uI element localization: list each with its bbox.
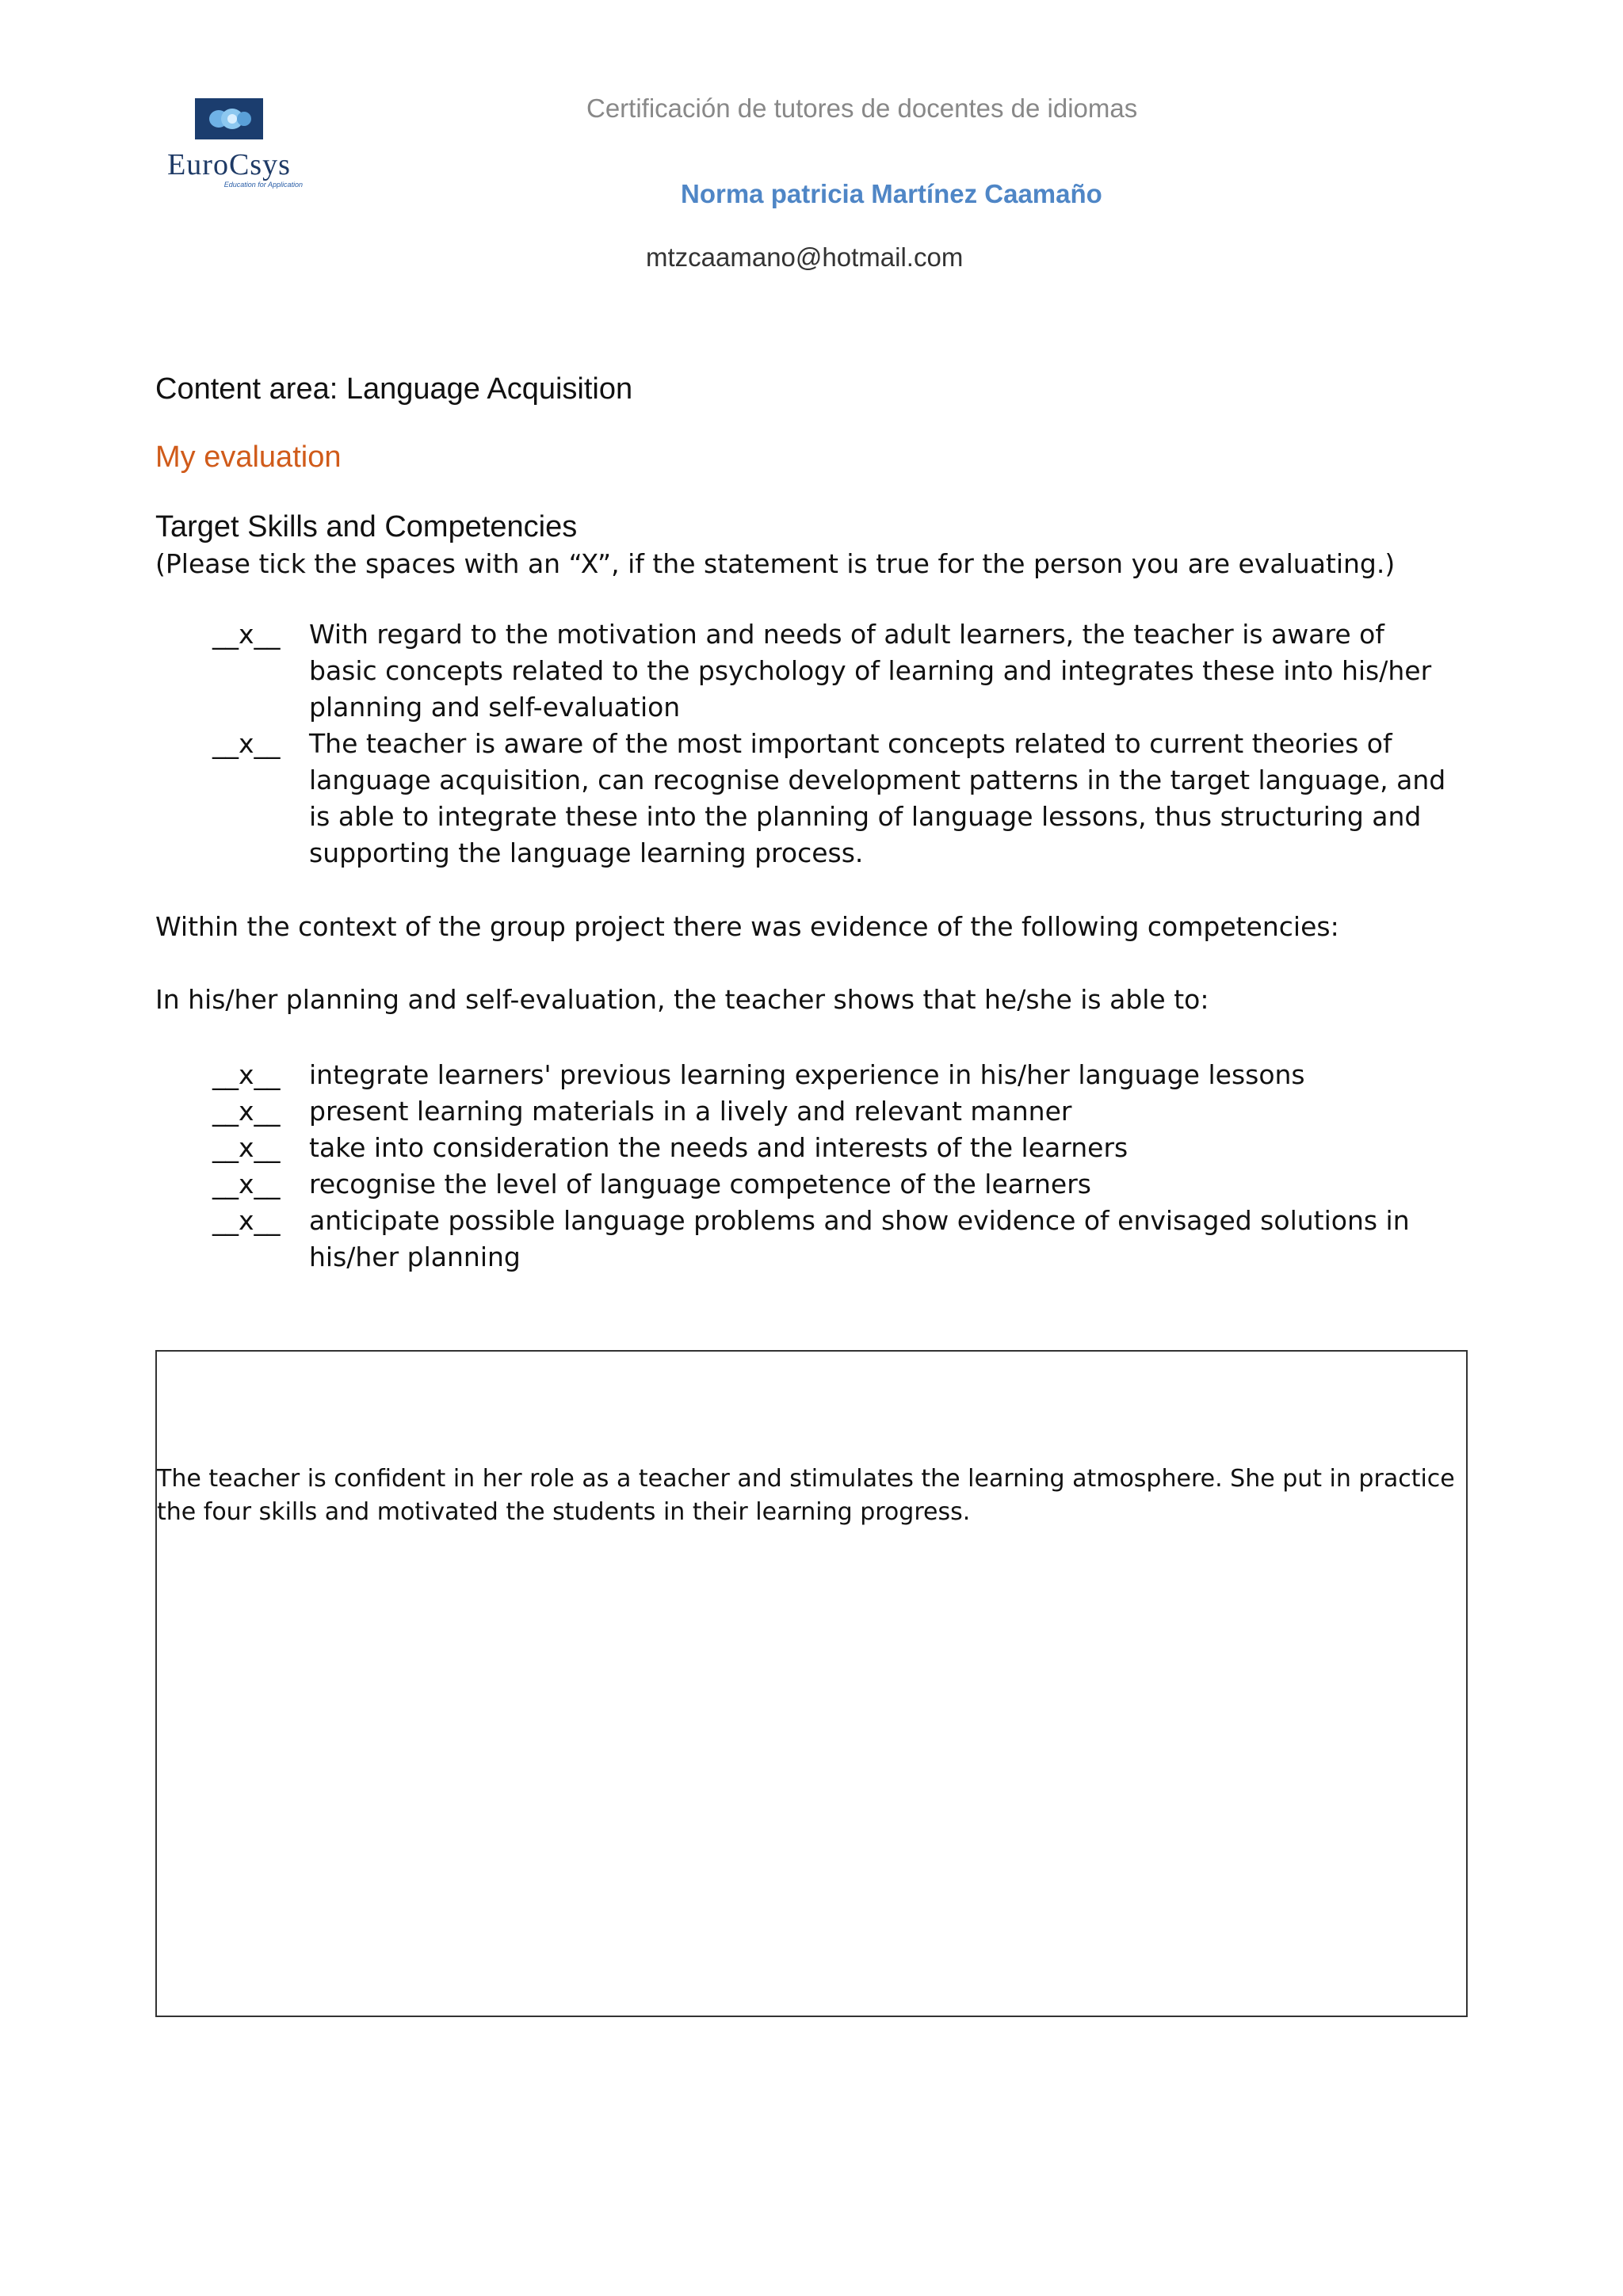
logo-tagline: Education for Application [223,181,303,189]
competency-text: anticipate possible language problems and show evidence of envisaged solutions in his/her planning [309,1205,1410,1272]
eurocsys-logo [155,95,303,190]
planning-paragraph: In his/her planning and self-evaluation, the teacher shows that he/she is able to: [155,984,1209,1015]
comment-box [155,1350,1468,2017]
my-evaluation-heading: My evaluation [155,441,342,474]
person-email: mtzcaamano@hotmail.com [646,242,964,272]
tick-mark: __x__ [212,1059,281,1090]
tick-mark: __x__ [212,1132,281,1163]
target-skill-text: The teacher is aware of the most important concepts related to current theories of language acquisition, can recognise development patterns in the target language, and is able to integrate these into the planning of language lessons, thus structuring and supporting the language learning process. [309,728,1446,868]
tick-mark: __x__ [212,619,281,650]
content-area-heading: Content area: Language Acquisition [155,372,633,406]
group-project-paragraph: Within the context of the group project there was evidence of the following competencies: [155,911,1339,942]
competency-text: take into consideration the needs and interests of the learners [309,1132,1128,1163]
competency-text: present learning materials in a lively and relevant manner [309,1096,1072,1127]
competency-text: recognise the level of language competence of the learners [309,1169,1091,1199]
tick-mark: __x__ [212,728,281,759]
comment-text: The teacher is confident in her role as a teacher and stimulates the learning atmosphere. She put in practice the four skills and motivated the students in their learning progress. [157,1465,1455,1526]
tick-mark: __x__ [212,1169,281,1199]
certification-title: Certificación de tutores de docentes de idiomas [586,93,1138,123]
logo-wordmark: EuroCsys [167,148,291,181]
person-name: Norma patricia Martínez Caamaño [681,179,1102,208]
competency-text: integrate learners' previous learning experience in his/her language lessons [309,1059,1305,1090]
tick-mark: __x__ [212,1205,281,1236]
tick-instruction: (Please tick the spaces with an “X”, if the statement is true for the person you are evaluating.) [155,548,1396,579]
target-skill-text: With regard to the motivation and needs of adult learners, the teacher is aware of basic concepts related to the psychology of learning and integrates these into his/her planning and self-evaluation [309,619,1432,723]
tick-mark: __x__ [212,1096,281,1127]
target-skills-heading: Target Skills and Competencies [155,510,578,543]
logo-emblem-icon [155,95,303,146]
